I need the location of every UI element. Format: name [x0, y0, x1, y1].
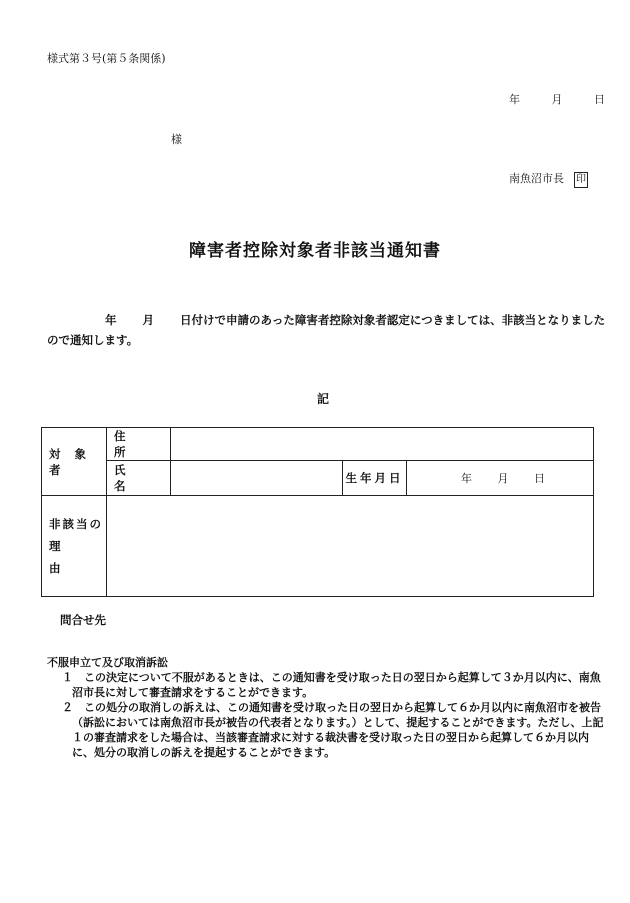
subject-label-cell [42, 428, 107, 496]
reason-label-2: 理由 [49, 539, 93, 575]
date-day: 日 [594, 93, 605, 106]
birth-month: 月 [497, 472, 509, 485]
address-field[interactable] [171, 428, 594, 461]
address-label-cell [107, 428, 171, 461]
reason-label-cell [42, 496, 107, 597]
body-year: 年 [105, 313, 117, 327]
name-label-cell [107, 461, 171, 496]
issuer-name: 南魚沼市長 [509, 172, 564, 185]
contact-label: 問合せ先 [60, 613, 106, 627]
birth-day: 日 [534, 472, 545, 485]
appeal-item: ２ この処分の取消しの訴えは、この通知書を受け取った日の翌日から起算して６か月以内に南魚沼市を被告（訴訟においては南魚沼市長が被告の代表者となります。）として、提起することができます。ただし、上記１の審査請求をした場合は、当該審査請求に対する裁決書を受け取った日の翌日から起算して６か月以内に、処分の取消しの訴えを提起することができます。 [62, 701, 604, 759]
subject-label: 対象者 [49, 446, 100, 477]
issue-date [509, 91, 605, 107]
reason-field[interactable] [107, 496, 594, 597]
appeal-heading: 不服申立て及び取消訴訟 [47, 656, 168, 669]
reason-label-1: 非該当の [49, 517, 103, 531]
address-label: 住所 [114, 429, 158, 459]
date-year: 年 [509, 93, 520, 106]
appeal-item: １ この決定について不服があるときは、この通知書を受け取った日の翌日から起算して３か月以内に、南魚沼市長に対して審査請求をすることができます。 [62, 671, 601, 699]
date-month: 月 [551, 93, 563, 106]
form-number: 様式第３号(第５条関係) [47, 52, 166, 65]
name-label: 氏名 [114, 463, 158, 493]
issuer [509, 170, 588, 188]
birthdate-field[interactable] [407, 461, 594, 496]
seal-mark: 印 [574, 172, 588, 188]
notice-body [47, 310, 607, 350]
birthdate-label: 生年月日 [345, 471, 404, 485]
document-title: 障害者控除対象者非該当通知書 [189, 241, 441, 261]
birth-year: 年 [461, 472, 472, 485]
body-text: 日付けで申請のあった障害者控除対象者認定につきましては、非該当となりましたので通知します。 [47, 313, 606, 347]
ki-heading: 記 [316, 392, 329, 406]
addressee-suffix: 様 [171, 133, 182, 146]
body-month: 月 [142, 313, 154, 327]
appeal-section [47, 655, 607, 760]
birthdate-label-cell [343, 461, 407, 496]
subject-table [41, 427, 594, 597]
name-field[interactable] [171, 461, 343, 496]
